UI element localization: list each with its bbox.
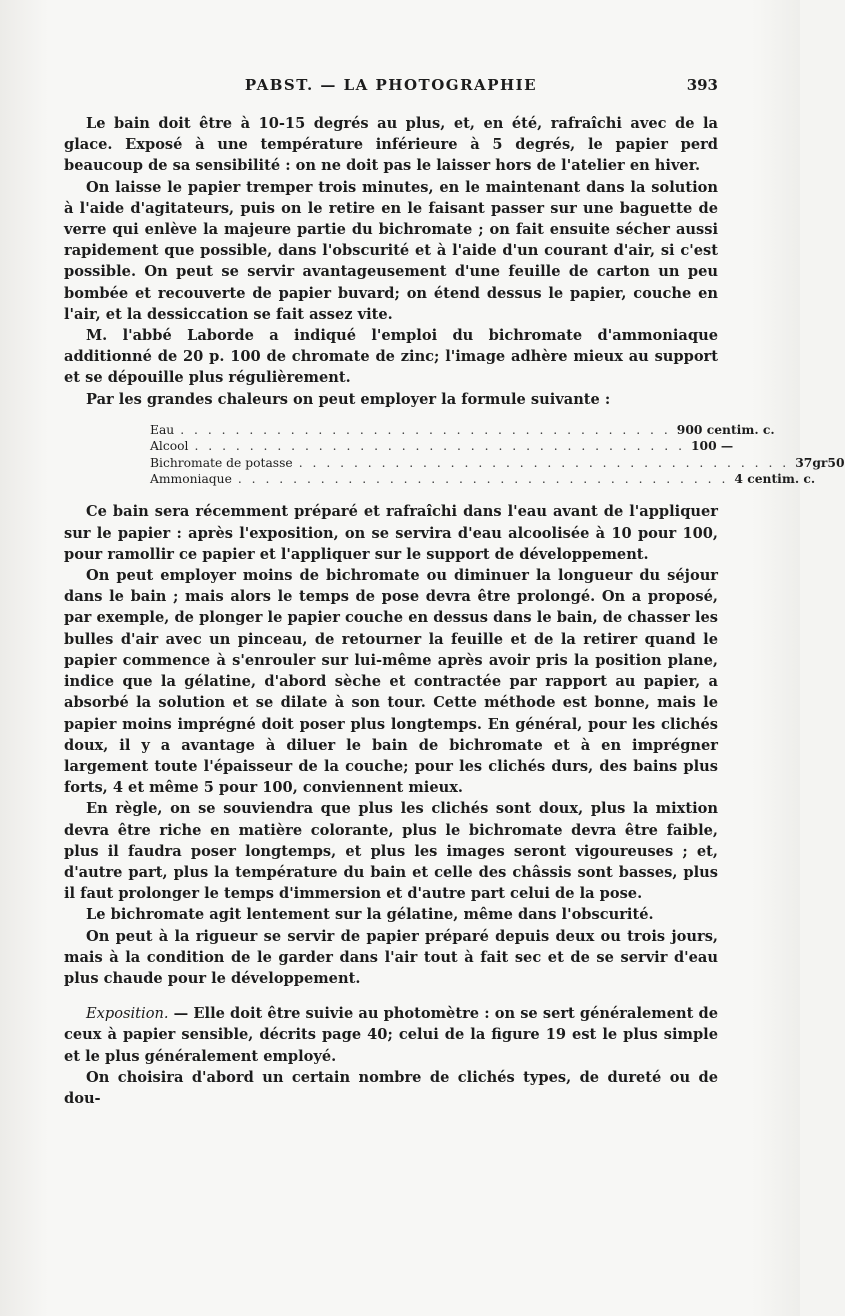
dot-leader: . . . . . . . . . . . . . . . . . . . . . . . . . . . . . . . . . . . . <box>180 422 671 437</box>
dot-leader: . . . . . . . . . . . . . . . . . . . . . . . . . . . . . . . . . . . . <box>298 455 790 470</box>
paragraph: En règle, on se souviendra que plus les clichés sont doux, plus la mixtion devra être riche en matière colorante, plus le bichromate devra être faible, plus il faudra poser longtemps, et plus les images seront vigoureuses ; et, d'autre part, plus la température du bain et celle des châssis sont basses, plus il faut prolonger le temps d'immersion et d'autre part celui de la pose. <box>64 800 718 903</box>
ingredient-quantity: 4 centim. c. <box>734 471 816 487</box>
running-title: PABST. — LA PHOTOGRAPHIE <box>244 76 538 94</box>
ingredient-name: Ammoniaque <box>150 472 232 487</box>
ingredient-name: Bichromate de potasse <box>150 455 293 470</box>
formula-row <box>150 438 734 454</box>
ingredient-quantity: 37gr50 <box>795 454 845 470</box>
formula-row <box>150 421 775 438</box>
ingredient-name: Eau <box>150 422 175 437</box>
dot-leader: . . . . . . . . . . . . . . . . . . . . . . . . . . . . . . . . . . . . <box>237 472 729 487</box>
paragraph: On peut employer moins de bichromate ou diminuer la longueur du séjour dans le bain ; mais alors le temps de pose devra être prolongé. On a proposé, par exemple, de plonger le papier couche en dessus dans le bain, de chasser les bulles d'air avec un pinceau, de retourner la feuille et de la retirer quand le papier commence à s'enrouler sur lui-même après avoir pris la position plane, indice que la gélatine, d'abord sèche et contractée par rapport au papier, a absorbé la solution et se dilate à son tour. Cette méthode est bonne, mais le papier moins imprégné doit poser plus longtemps. En général, pour les clichés doux, il y a avantage à diluer le bain de bichromate et à en imprégner largement toute l'épaisseur de la couche; pour les clichés durs, des bains plus forts, 4 et même 5 pour 100, conviennent mieux. <box>64 567 718 797</box>
formula-table <box>150 421 845 488</box>
paragraph: On laisse le papier tremper trois minutes, en le maintenant dans la solution à l'aide d'agitateurs, puis on le retire en le faisant passer sur une baguette de verre qui enlève la majeure partie du bichromate ; on fait ensuite sécher aussi rapidement que possible, dans l'obscurité et à l'aide d'un courant d'air, si c'est possible. On peut se servir avantageusement d'une feuille de carton un peu bombée et recouverte de papier buvard; on étend dessus le papier, couche en l'air, et la dessiccation se fait assez vite. <box>64 178 718 323</box>
exposition-paragraph <box>64 1003 718 1067</box>
dot-leader: . . . . . . . . . . . . . . . . . . . . . . . . . . . . . . . . . . . . <box>194 439 685 454</box>
paragraph: Le bichromate agit lentement sur la gélatine, même dans l'obscurité. <box>86 906 654 924</box>
ingredient-name: Alcool <box>150 439 189 454</box>
paragraph: On choisira d'abord un certain nombre de clichés types, de dureté ou de dou- <box>64 1068 718 1107</box>
exposition-heading: Exposition. <box>86 1005 169 1023</box>
paragraph: On peut à la rigueur se servir de papier préparé depuis deux ou trois jours, mais à la condition de le garder dans l'air tout à fait sec et de se servir d'eau plus chaude pour le développement. <box>64 927 718 987</box>
ingredient-quantity: 900 centim. c. <box>676 421 775 437</box>
paragraph: Le bain doit être à 10-15 degrés au plus, et, en été, rafraîchi avec de la glace. Exposé à une température inférieure à 5 degrés, le papier perd beaucoup de sa sensibilité : on ne doit pas le laisser hors de l'atelier en hiver. <box>64 115 718 175</box>
formula-row <box>150 454 845 471</box>
formula-row <box>150 471 816 487</box>
exposition-text: — Elle doit être suivie au photomètre : on se sert généralement de ceux à papier sensible, décrits page 40; celui de la figure 19 est le plus simple et le plus généralement employé. <box>64 1005 718 1065</box>
page-number: 393 <box>686 76 718 94</box>
page-body <box>64 113 845 1109</box>
ingredient-quantity: 100 — <box>690 438 734 454</box>
page-header <box>64 76 718 100</box>
paragraph: Ce bain sera récemment préparé et rafraîchi dans l'eau avant de l'appliquer sur le papier : après l'exposition, on se servira d'eau alcoolisée à 10 pour 100, pour ramollir ce papier et l'appliquer sur le support de développement. <box>64 503 718 563</box>
paragraph: Par les grandes chaleurs on peut employer la formule suivante : <box>86 390 611 408</box>
paragraph: M. l'abbé Laborde a indiqué l'emploi du bichromate d'ammoniaque additionné de 20 p. 100 de chromate de zinc; l'image adhère mieux au support et se dépouille plus régulièrement. <box>64 327 718 387</box>
